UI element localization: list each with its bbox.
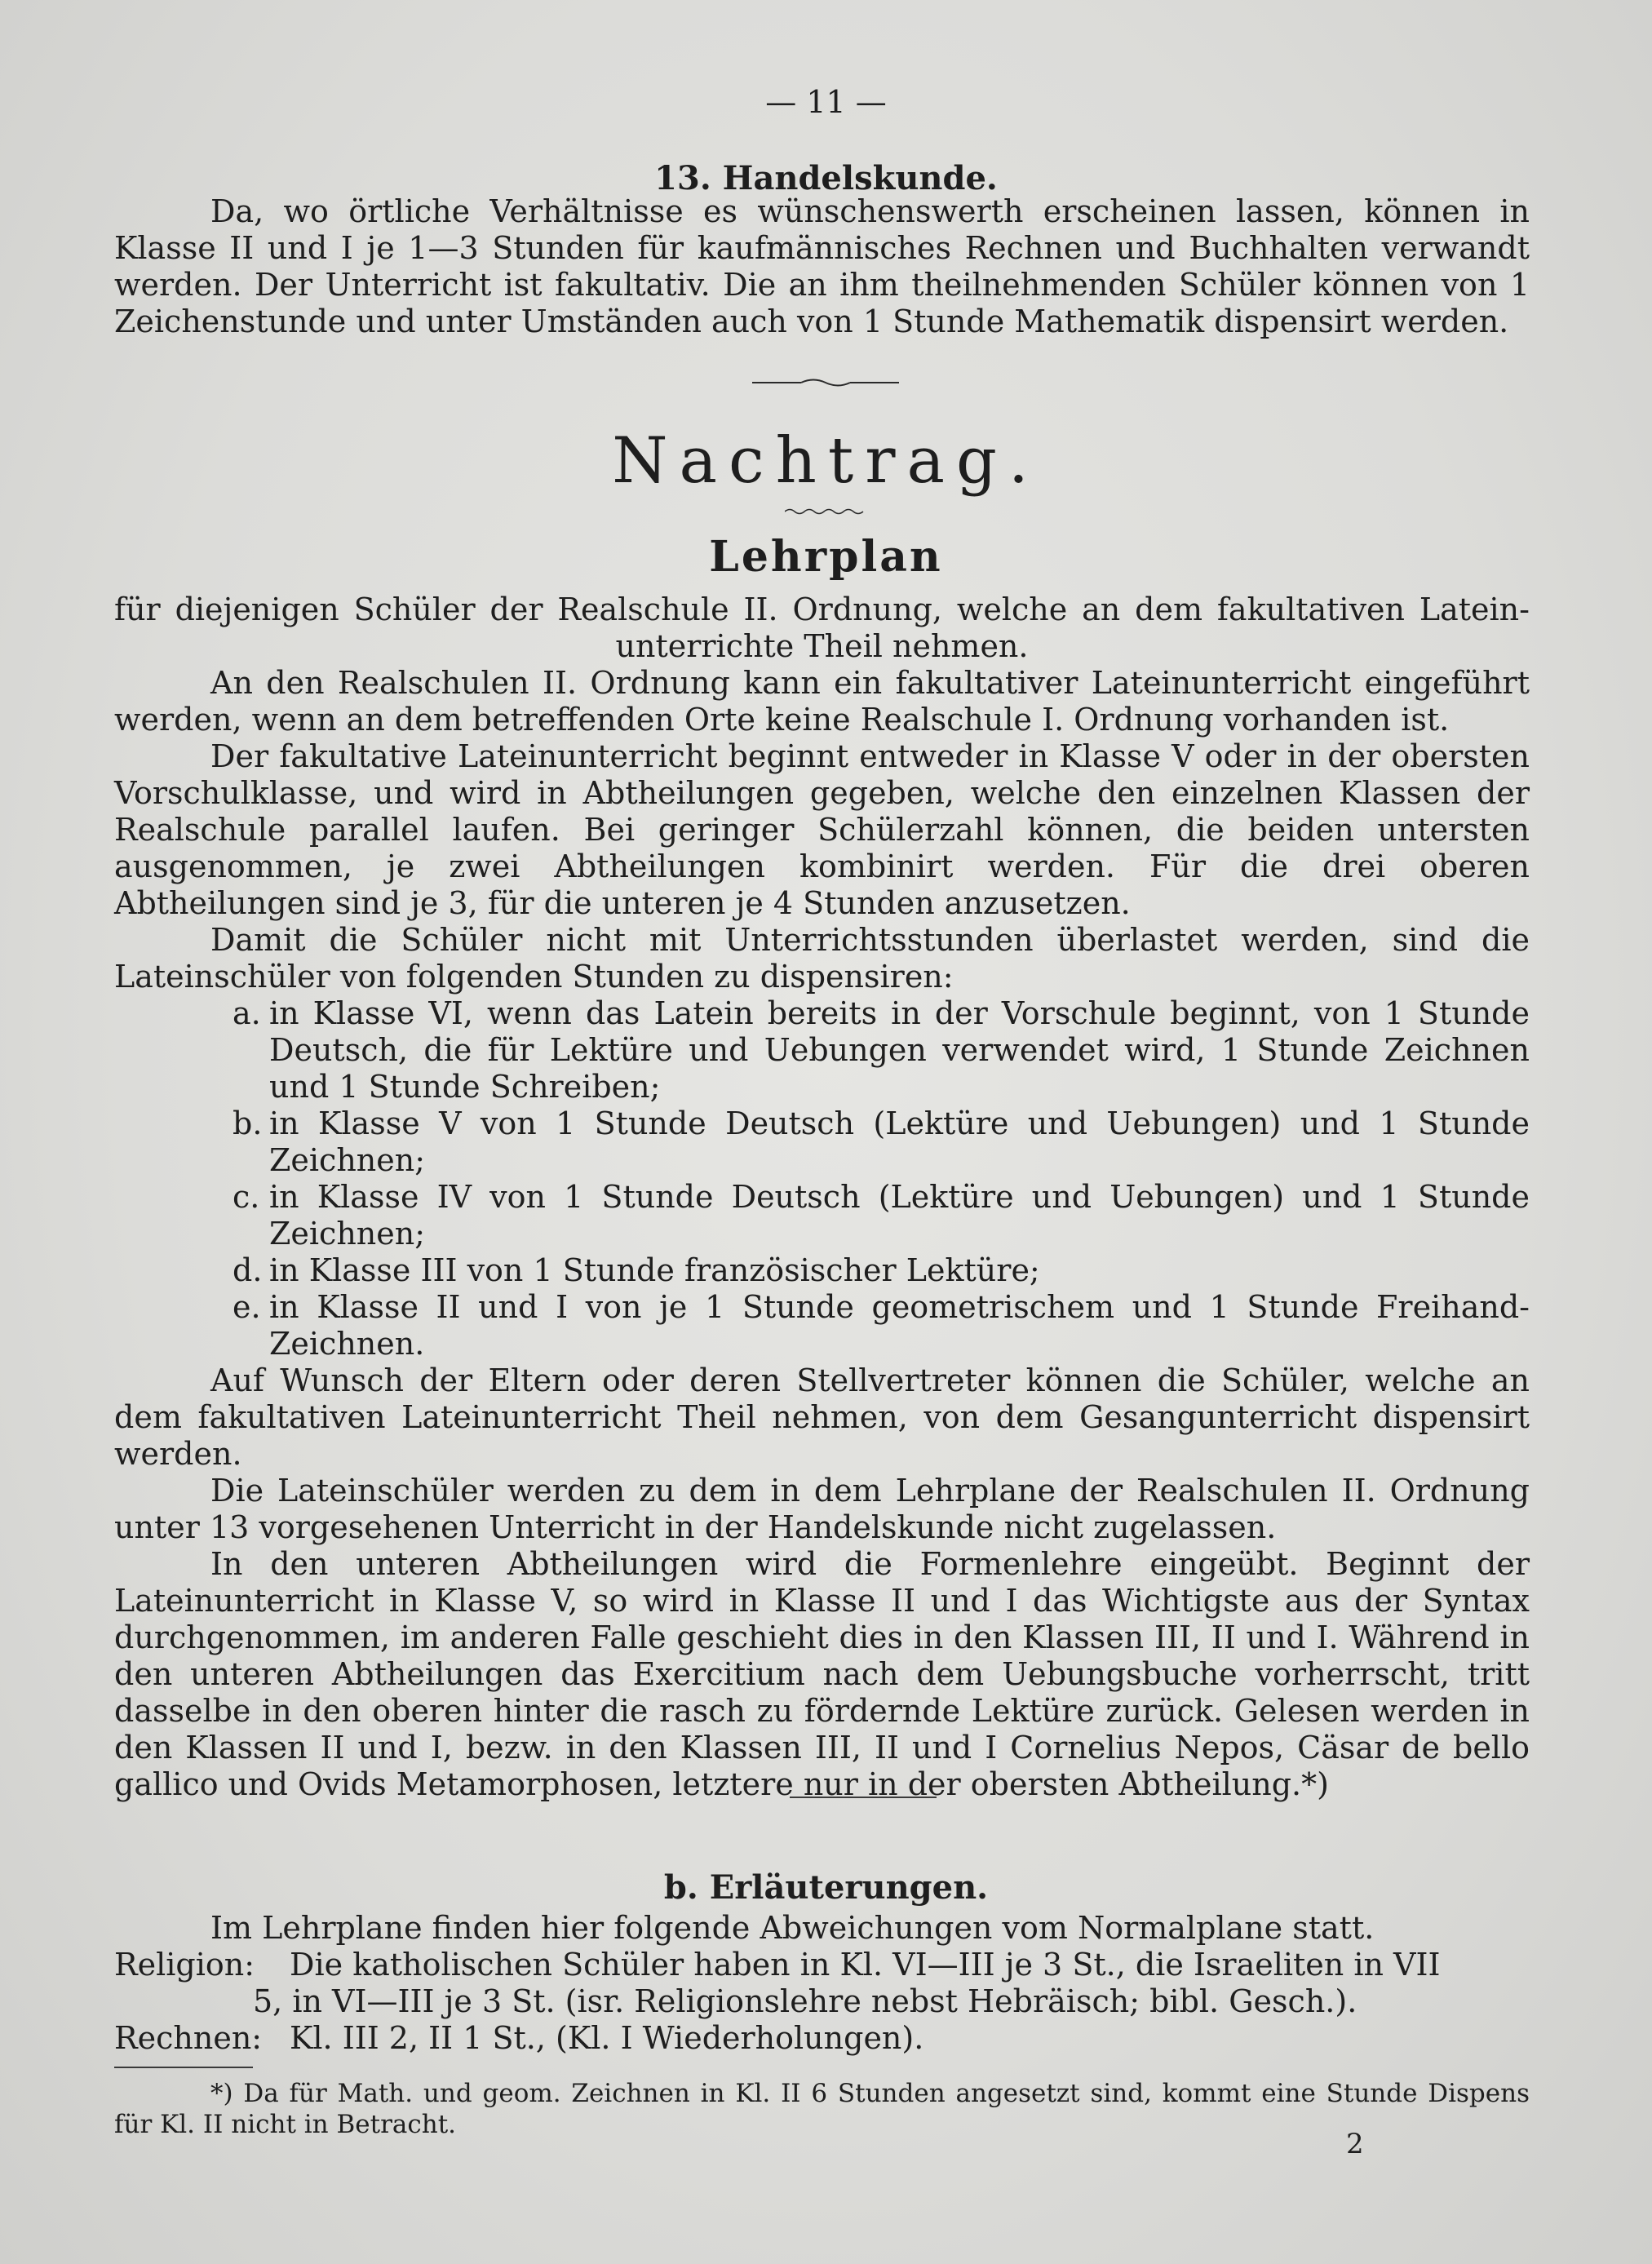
list-item (233, 1179, 1530, 1252)
section-divider (790, 1797, 937, 1798)
religion-label: Religion: (114, 1947, 255, 1983)
nachtrag-body (114, 591, 1530, 995)
paragraph: Im Lehrplane finden hier folgende Abweichungen vom Normalplane statt. (210, 1910, 1375, 1946)
list-text: in Klasse VI, wenn das Latein bereits in der Vorschule beginnt, von 1 Stunde Deutsch, die für Lektüre und Uebungen verwendet wird, 1 Stunde Zeichnen und 1 Stunde Schreiben; (269, 995, 1530, 1105)
paragraph: Damit die Schüler nicht mit Unterrichtsstunden überlastet werden, sind die Lateinschüler von folgenden Stunden zu dispensiren: (114, 922, 1530, 995)
subtitle-line-1: für diejenigen Schüler der Realschule II. Ordnung, welche an dem fakultativen Latein- (114, 591, 1530, 627)
list-label: a. (233, 995, 261, 1031)
footnote: *) Da für Math. und geom. Zeichnen in Kl. II 6 Stunden angesetzt sind, kommt eine Stunde Dispens für Kl. II nicht in Betracht. (114, 2079, 1530, 2139)
list-text: in Klasse V von 1 Stunde Deutsch (Lektüre und Uebungen) und 1 Stunde Zeichnen; (269, 1105, 1530, 1178)
wave-divider (785, 507, 866, 516)
list-item (233, 1252, 1530, 1289)
erlaeuterungen-intro (114, 1910, 1530, 1947)
list-label: c. (233, 1179, 260, 1215)
rechnen-label: Rechnen: (114, 2020, 263, 2056)
list-item (233, 1105, 1530, 1179)
erlaeuterungen-heading: b. Erläuterungen. (663, 1868, 989, 1907)
nachtrag-body-continued (114, 1362, 1530, 1803)
subtitle-line-2: unterrichte Theil nehmen. (615, 628, 1029, 664)
list-text: in Klasse IV von 1 Stunde Deutsch (Lektüre und Uebungen) und 1 Stunde Zeichnen; (269, 1179, 1530, 1252)
list-item (233, 995, 1530, 1105)
sheet-signature: 2 (1346, 2128, 1364, 2160)
lehrplan-heading: Lehrplan (709, 532, 943, 582)
list-label: e. (233, 1289, 261, 1325)
paragraph: Da, wo örtliche Verhältnisse es wünschenswerth erscheinen lassen, können in Klasse II und I je 1—3 Stunden für kaufmännisches Rechnen und Buchhalten verwandt werden. Der Unterricht ist fakultativ. Die an ihm theilnehmenden Schüler können von 1 Zeichenstunde und unter Umständen auch von 1 Stunde Mathematik dispensirt werden. (114, 193, 1530, 339)
list-item (233, 1289, 1530, 1362)
paragraph: Auf Wunsch der Eltern oder deren Stellvertreter können die Schüler, welche an dem fakultativen Lateinunterricht Theil nehmen, von dem Gesangunterricht dispensirt werden. (114, 1362, 1530, 1472)
rechnen-text: Kl. III 2, II 1 St., (Kl. I Wiederholungen). (290, 2020, 924, 2056)
section-13-body (114, 193, 1530, 340)
section-13-heading: 13. Handelskunde. (654, 159, 998, 197)
religion-line-1: Die katholischen Schüler haben in Kl. VI—III je 3 St., die Israeliten in VII (290, 1947, 1441, 1983)
footnote-rule (114, 2067, 253, 2068)
list-label: d. (233, 1252, 263, 1288)
religion-line-2: 5, in VI—III je 3 St. (isr. Religionslehre nebst Hebräisch; bibl. Gesch.). (253, 1983, 1357, 2019)
paragraph: In den unteren Abtheilungen wird die Formenlehre eingeübt. Beginnt der Lateinunterricht in Klasse V, so wird in Klasse II und I das Wichtigste aus der Syntax durchgenommen, im anderen Falle geschieht dies in den Klassen III, II und I. Während in den unteren Abtheilungen das Exercitium nach dem Uebungsbuche vorherrscht, tritt dasselbe in den oberen hinter die rasch zu fördernde Lektüre zurück. Gelesen werden in den Klassen II und I, bezw. in den Klassen III, II und I Cornelius Nepos, Cäsar de bello gallico und Ovids Metamorphosen, letztere nur in der obersten Abtheilung.*) (114, 1546, 1530, 1802)
list-text: in Klasse II und I von je 1 Stunde geometrischem und 1 Stunde Freihand-Zeichnen. (269, 1289, 1530, 1362)
paragraph: An den Realschulen II. Ordnung kann ein fakultativer Lateinunterricht eingeführt werden, wenn an dem betreffenden Orte keine Realschule I. Ordnung vorhanden ist. (114, 665, 1530, 738)
list-label: b. (233, 1105, 263, 1141)
nachtrag-heading: Nachtrag. (612, 424, 1040, 498)
page-number: — 11 — (765, 84, 887, 120)
paragraph: Der fakultative Lateinunterricht beginnt entweder in Klasse V oder in der obersten Vorschulklasse, und wird in Abtheilungen gegeben, welche den einzelnen Klassen der Realschule parallel laufen. Bei geringer Schülerzahl können, die beiden untersten ausgenommen, je zwei Abtheilungen kombinirt werden. Für die drei oberen Abtheilungen sind je 3, für die unteren je 4 Stunden anzusetzen. (114, 738, 1530, 921)
paragraph: Die Lateinschüler werden zu dem in dem Lehrplane der Realschulen II. Ordnung unter 13 vorgesehenen Unterricht in der Handelskunde nicht zugelassen. (114, 1473, 1530, 1545)
ornament-divider (752, 377, 899, 388)
list-text: in Klasse III von 1 Stunde französischer Lektüre; (269, 1252, 1040, 1288)
